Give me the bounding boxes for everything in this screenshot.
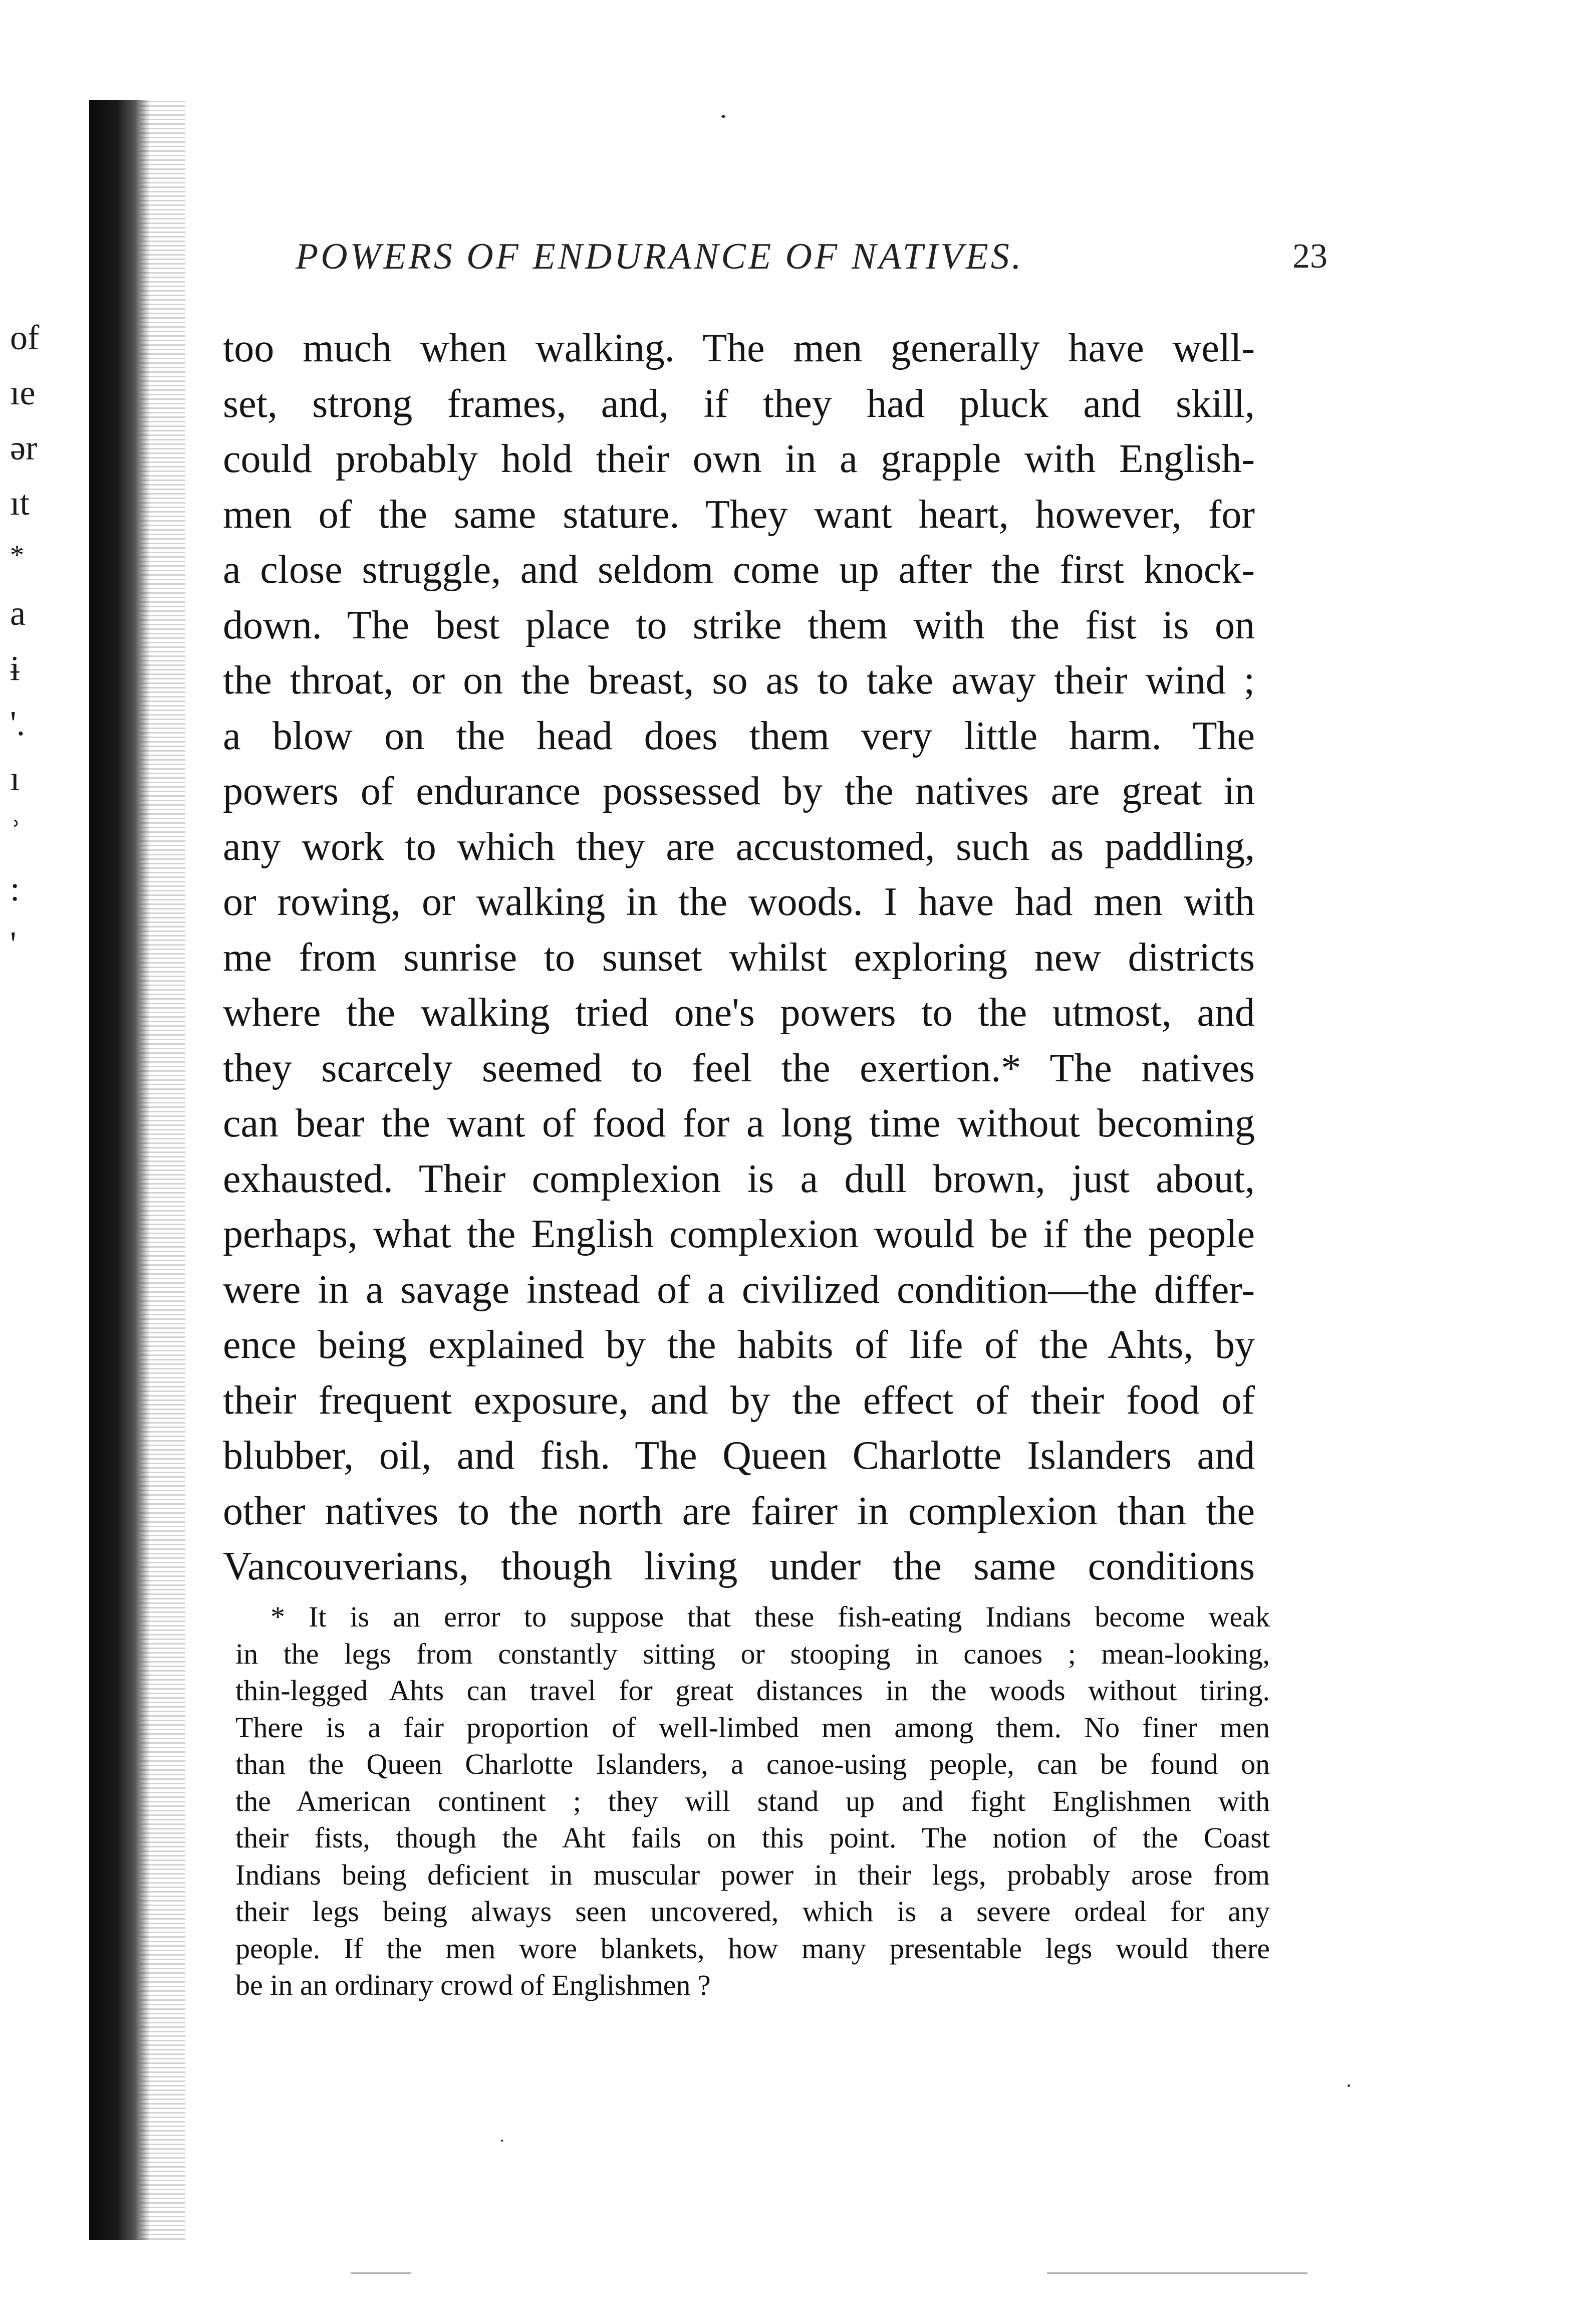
print-speck bbox=[721, 115, 725, 118]
footnote-line: than the Queen Charlotte Islanders, a canoe-using people, can be found on bbox=[235, 1748, 1270, 1780]
body-line: men of the same stature. They want heart, however, for bbox=[223, 492, 1255, 537]
print-speck bbox=[501, 2140, 503, 2142]
footnote bbox=[235, 1598, 1270, 2004]
body-line: a close struggle, and seldom come up after the first knock- bbox=[223, 548, 1255, 592]
body-line: other natives to the north are fairer in complexion than the bbox=[223, 1489, 1255, 1533]
print-speck bbox=[1047, 2272, 1307, 2274]
footnote-line: There is a fair proportion of well-limbed men among them. No finer men bbox=[235, 1711, 1270, 1744]
margin-fragment: ' bbox=[10, 925, 17, 964]
footnote-line: be in an ordinary crowd of Englishmen ? bbox=[235, 1969, 711, 2001]
body-line: their frequent exposure, and by the effect of their food of bbox=[223, 1378, 1255, 1423]
margin-fragment: : bbox=[10, 870, 20, 908]
body-line: could probably hold their own in a grapple with English- bbox=[223, 437, 1255, 481]
margin-fragment: '. bbox=[10, 705, 26, 743]
print-speck bbox=[351, 2272, 411, 2274]
body-line: blubber, oil, and fish. The Queen Charlotte Islanders and bbox=[223, 1434, 1255, 1478]
margin-fragment: ʾ bbox=[10, 815, 22, 853]
print-speck bbox=[1348, 2084, 1350, 2087]
footnote-line: their fists, though the Aht fails on this point. The notion of the Coast bbox=[235, 1821, 1270, 1854]
body-line: or rowing, or walking in the woods. I have had men with bbox=[223, 880, 1255, 924]
body-line: set, strong frames, and, if they had pluck and skill, bbox=[223, 381, 1255, 426]
footnote-line: * It is an error to suppose that these fish-eating Indians become weak bbox=[271, 1600, 1270, 1633]
body-line: down. The best place to strike them with the fist is on bbox=[223, 603, 1255, 647]
body-line: me from sunrise to sunset whilst exploring new districts bbox=[223, 935, 1255, 980]
margin-fragment: * bbox=[10, 540, 24, 571]
body-line: were in a savage instead of a civilized condition—the differ- bbox=[223, 1267, 1255, 1312]
body-line: Vancouverians, though living under the same conditions bbox=[223, 1544, 1255, 1588]
body-line: any work to which they are accustomed, such as paddling, bbox=[223, 824, 1255, 869]
margin-fragment: of bbox=[10, 319, 40, 357]
body-line: perhaps, what the English complexion would be if the people bbox=[223, 1212, 1255, 1256]
body-line: powers of endurance possessed by the natives are great in bbox=[223, 769, 1255, 813]
body-line: the throat, or on the breast, so as to take away their wind ; bbox=[223, 658, 1255, 703]
footnote-line: the American continent ; they will stand up and fight Englishmen with bbox=[235, 1784, 1270, 1817]
footnote-line: Indians being deficient in muscular power in their legs, probably arose from bbox=[235, 1858, 1270, 1891]
body-text bbox=[223, 321, 1255, 1594]
body-line: exhausted. Their complexion is a dull brown, just about, bbox=[223, 1156, 1255, 1201]
footnote-line: people. If the men wore blankets, how many presentable legs would there bbox=[235, 1932, 1270, 1965]
margin-fragment: a bbox=[10, 594, 26, 633]
margin-fragment: ɨ bbox=[10, 649, 20, 688]
body-line: too much when walking. The men generally have well- bbox=[223, 326, 1255, 370]
binding-texture bbox=[140, 100, 185, 2240]
page-number: 23 bbox=[1292, 237, 1328, 276]
running-header: POWERS OF ENDURANCE OF NATIVES. bbox=[296, 236, 1024, 277]
body-line: a blow on the head does them very little harm. The bbox=[223, 714, 1255, 758]
margin-fragment: ıe bbox=[10, 374, 36, 412]
margin-fragment: ıt bbox=[10, 484, 30, 523]
margin-fragment: ı bbox=[10, 760, 20, 798]
body-line: they scarcely seemed to feel the exertion.* The natives bbox=[223, 1046, 1255, 1090]
margin-fragment: ər bbox=[10, 429, 38, 468]
footnote-line: their legs being always seen uncovered, which is a severe ordeal for any bbox=[235, 1895, 1270, 1928]
body-line: can bear the want of food for a long time without becoming bbox=[223, 1101, 1255, 1145]
body-line: ence being explained by the habits of life of the Ahts, by bbox=[223, 1323, 1255, 1367]
footnote-line: thin-legged Ahts can travel for great distances in the woods without tiring. bbox=[235, 1674, 1270, 1707]
footnote-line: in the legs from constantly sitting or stooping in canoes ; mean-looking, bbox=[235, 1637, 1270, 1670]
body-line: where the walking tried one's powers to the utmost, and bbox=[223, 991, 1255, 1035]
